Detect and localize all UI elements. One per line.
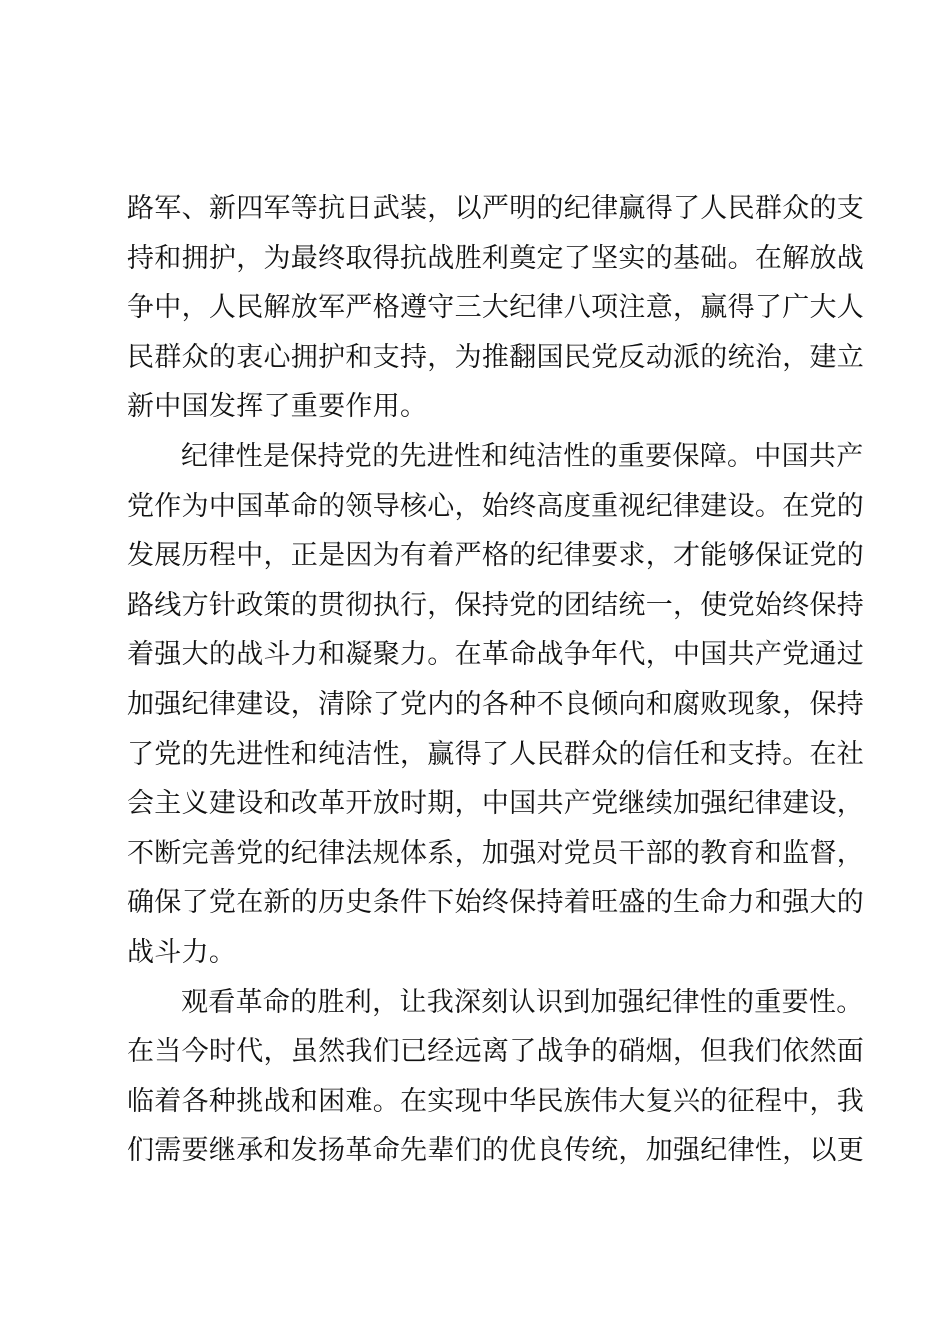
document-body (127, 184, 865, 1176)
text-line: 争中，人民解放军严格遵守三大纪律八项注意，赢得了广大人 (127, 292, 865, 324)
text-line: 路线方针政策的贯彻执行，保持党的团结统一，使党始终保持 (127, 589, 865, 621)
text-line: 们需要继承和发扬革命先辈们的优良传统，加强纪律性，以更 (127, 1135, 865, 1167)
paragraph-2 (127, 432, 865, 978)
text-line: 党作为中国革命的领导核心，始终高度重视纪律建设。在党的 (127, 490, 865, 522)
text-line: 民群众的衷心拥护和支持，为推翻国民党反动派的统治，建立 (127, 341, 865, 373)
paragraph-1 (127, 184, 865, 432)
paragraph-3 (127, 978, 865, 1176)
text-line: 在当今时代，虽然我们已经远离了战争的硝烟，但我们依然面 (127, 1036, 865, 1068)
text-line: 着强大的战斗力和凝聚力。在革命战争年代，中国共产党通过 (127, 639, 865, 671)
text-line: 了党的先进性和纯洁性，赢得了人民群众的信任和支持。在社 (127, 738, 865, 770)
text-line: 路军、新四军等抗日武装，以严明的纪律赢得了人民群众的支 (127, 193, 865, 224)
text-line: 观看革命的胜利，让我深刻认识到加强纪律性的重要性。 (181, 986, 864, 1018)
text-line: 不断完善党的纪律法规体系，加强对党员干部的教育和监督， (127, 837, 865, 869)
text-line: 战斗力。 (127, 936, 237, 968)
text-line: 会主义建设和改革开放时期，中国共产党继续加强纪律建设， (127, 788, 865, 820)
text-line: 临着各种挑战和困难。在实现中华民族伟大复兴的征程中，我 (127, 1085, 865, 1117)
text-line: 确保了党在新的历史条件下始终保持着旺盛的生命力和强大的 (127, 887, 865, 919)
text-line: 发展历程中，正是因为有着严格的纪律要求，才能够保证党的 (127, 540, 865, 572)
text-line: 新中国发挥了重要作用。 (127, 391, 428, 423)
text-line: 持和拥护，为最终取得抗战胜利奠定了坚实的基础。在解放战 (127, 242, 865, 274)
text-line: 加强纪律建设，清除了党内的各种不良倾向和腐败现象，保持 (127, 688, 865, 720)
text-line: 纪律性是保持党的先进性和纯洁性的重要保障。中国共产 (181, 440, 864, 472)
